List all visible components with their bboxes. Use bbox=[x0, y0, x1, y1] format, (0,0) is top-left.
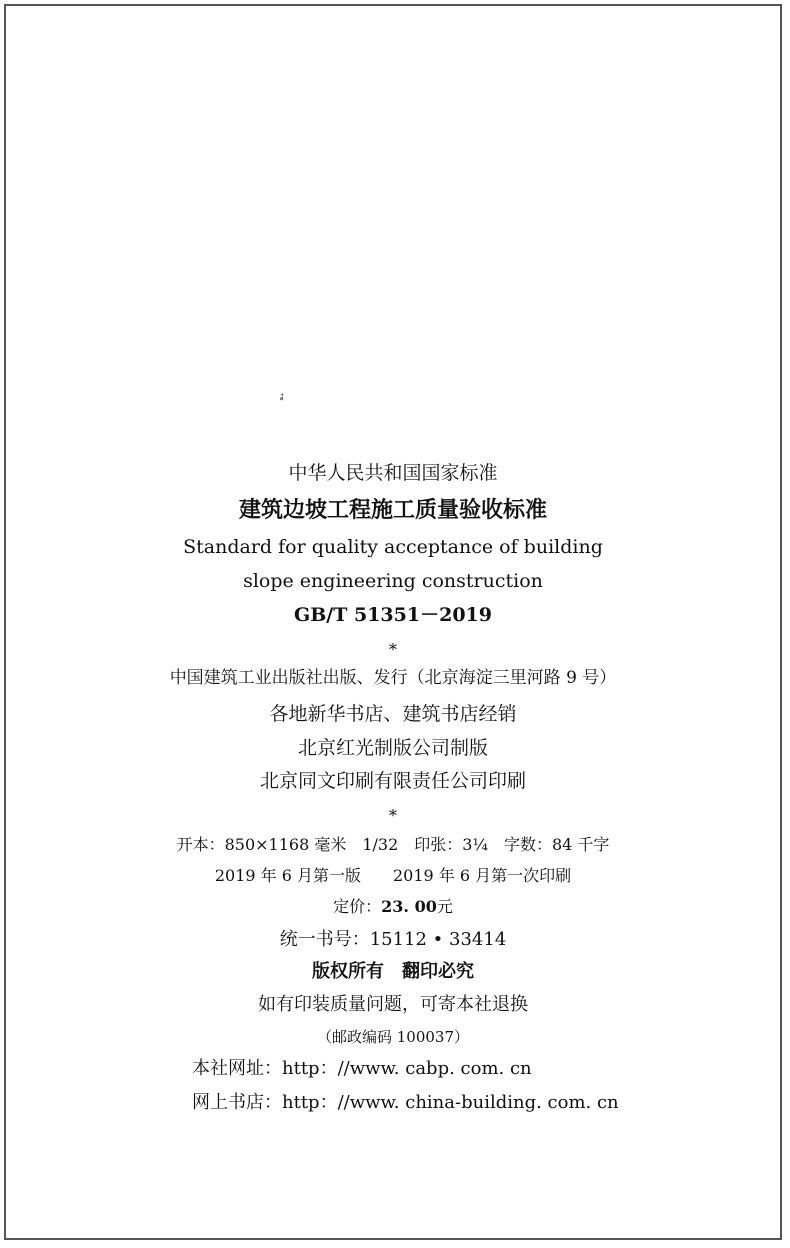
separator-bottom: * bbox=[389, 806, 397, 825]
plate-maker-line: 北京红光制版公司制版 bbox=[297, 737, 488, 759]
edition-line: 2019 年 6 月第一版 2019 年 6 月第一次印刷 bbox=[214, 866, 572, 885]
bookstore-label: 网上书店： bbox=[192, 1092, 282, 1113]
book-number: 统一书号：15112 • 33414 bbox=[279, 929, 507, 950]
series-label: 中华人民共和国国家标准 bbox=[288, 462, 498, 484]
title-en-line2: slope engineering construction bbox=[243, 570, 543, 592]
price-label: 定价： bbox=[333, 897, 382, 916]
price-unit: 元 bbox=[436, 897, 453, 916]
title-cn: 建筑边坡工程施工质量验收标准 bbox=[238, 498, 547, 523]
publisher-line: 中国建筑工业出版社出版、发行（北京海淀三里河路 9 号） bbox=[169, 668, 617, 688]
website-line bbox=[192, 1060, 790, 1078]
stray-mark: ➶ bbox=[275, 390, 289, 405]
price-line bbox=[6, 899, 780, 915]
format-line: 开本：850×1168 毫米 1/32 印张：3¼ 字数：84 千字 bbox=[176, 835, 610, 854]
title-en-line1: Standard for quality acceptance of building bbox=[183, 536, 603, 558]
price-value: 23. 00 bbox=[381, 897, 437, 916]
printer-line: 北京同文印刷有限责任公司印刷 bbox=[259, 770, 526, 792]
copyright-page bbox=[4, 4, 782, 1240]
postcode: （邮政编码 100037） bbox=[316, 1028, 470, 1046]
return-notice: 如有印装质量问题，可寄本社退换 bbox=[258, 994, 528, 1015]
copyright-notice: 版权所有 翻印必究 bbox=[312, 961, 474, 982]
standard-code: GB/T 51351－2019 bbox=[294, 604, 492, 626]
website-label: 本社网址： bbox=[192, 1058, 282, 1079]
distributor-line: 各地新华书店、建筑书店经销 bbox=[269, 703, 517, 725]
website-url[interactable]: http：//www. cabp. com. cn bbox=[282, 1058, 532, 1079]
bookstore-line bbox=[192, 1094, 790, 1112]
separator-top: * bbox=[389, 640, 397, 659]
bookstore-url[interactable]: http：//www. china-building. com. cn bbox=[282, 1092, 619, 1113]
